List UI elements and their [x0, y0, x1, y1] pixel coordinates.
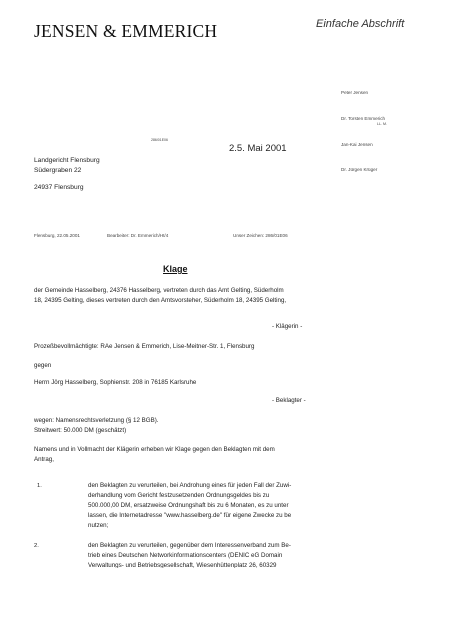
item-line: derhandlung vom Gericht festzusetzenden Ordnungsgeldes bis zu — [88, 492, 270, 499]
value-line: Streitwert: 50.000 DM (geschätzt) — [34, 427, 127, 434]
partner-name: Jan-Kai Jensen — [341, 142, 373, 147]
file-reference-small: 286/01E06 — [151, 138, 168, 142]
partner-name: Dr. Torsten Emmerich — [341, 116, 386, 121]
item-line: Verwaltungs- und Betriebsgesellschaft, Wiesenhüttenplatz 26, 60329 — [88, 562, 277, 568]
item-line: nutzen; — [88, 522, 109, 529]
defendant-role: - Beklagter - — [272, 397, 306, 404]
recipient-line: Landgericht Flensburg — [34, 157, 100, 164]
item-line: 500.000,00 DM, ersatzweise Ordnungshaft bis zu 6 Monaten, es zu unter — [88, 502, 289, 509]
defendant-line: Herrn Jörg Hasselberg, Sophienstr. 208 in 76185 Karlsruhe — [34, 379, 197, 386]
item-number: 1. — [37, 483, 42, 489]
plaintiff-role: - Klägerin - — [272, 323, 303, 330]
partner-name: Dr. Jürgen Krüger — [341, 167, 378, 172]
counsel-line: Prozeßbevollmächtigte: RAe Jensen & Emmerich, Lise-Meitner-Str. 1, Flensburg — [34, 343, 255, 350]
document-title: Klage — [163, 264, 188, 274]
item-line: den Beklagten zu verurteilen, bei Androhung eines für jeden Fall der Zuwi- — [88, 482, 292, 489]
intro-line: Antrag, — [34, 456, 54, 463]
plaintiff-line: der Gemeinde Hasselberg, 24376 Hasselberg, vertreten durch das Amt Gelting, Süderholm — [34, 287, 284, 294]
partner-name: Peter Jensen — [341, 90, 369, 95]
subject-line: wegen: Namensrechtsverletzung (§ 12 BGB). — [34, 417, 159, 424]
firm-name: JENSEN & EMMERICH — [34, 21, 218, 41]
item-line: lassen, die Internetadresse "www.hasselberg.de" für eigene Zwecke zu be — [88, 512, 292, 519]
item-number: 2. — [34, 543, 39, 549]
clerk: Bearbeiter: Dr. Emmerich/Ht/4 — [107, 233, 169, 238]
our-reference: Unser Zeichen: 286/01E06 — [233, 233, 288, 238]
intro-line: Namens und in Vollmacht der Klägerin erheben wir Klage gegen den Beklagten mit dem — [34, 446, 275, 453]
versus-label: gegen — [34, 362, 52, 369]
copy-stamp: Einfache Abschrift — [316, 18, 405, 30]
place-date: Flensburg, 22.05.2001 — [34, 233, 80, 238]
recipient-line: Südergraben 22 — [34, 167, 82, 174]
item-line: den Beklagten zu verurteilen, gegenüber dem Interessenverband zum Be- — [88, 542, 291, 549]
item-line: trieb eines Deutschen Networkinformationscenters (DENIC eG Domain — [88, 552, 283, 559]
received-date: 2.5. Mai 2001 — [229, 143, 287, 154]
recipient-line: 24937 Flensburg — [34, 184, 84, 191]
partner-suffix: LL. M. — [377, 122, 387, 126]
plaintiff-line: 18, 24395 Gelting, dieses vertreten durch den Amtsvorsteher, Süderholm 18, 24395 Gelting, — [34, 297, 287, 304]
